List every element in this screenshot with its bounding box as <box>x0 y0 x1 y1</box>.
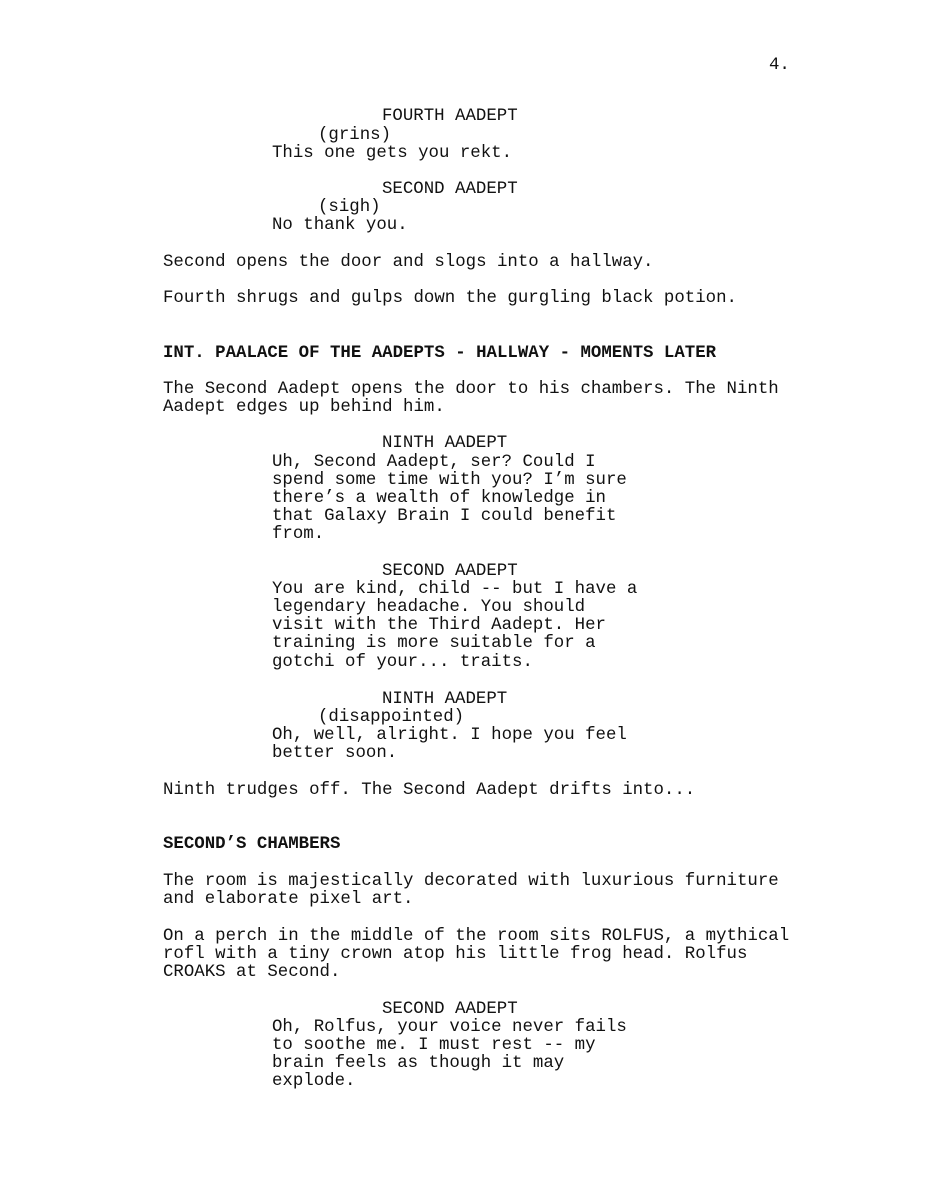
dialogue-line: training is more suitable for a <box>272 634 596 653</box>
character-cue: SECOND AADEPT <box>382 1000 518 1019</box>
dialogue-line: Oh, Rolfus, your voice never fails <box>272 1018 627 1037</box>
parenthetical: (disappointed) <box>318 708 465 727</box>
dialogue-line: to soothe me. I must rest -- my <box>272 1036 596 1055</box>
dialogue-line: Oh, well, alright. I hope you feel <box>272 726 627 745</box>
dialogue-line: explode. <box>272 1072 356 1091</box>
dialogue-line: No thank you. <box>272 216 408 235</box>
action-line: Fourth shrugs and gulps down the gurgling black potion. <box>163 289 737 308</box>
parenthetical: (sigh) <box>318 198 381 217</box>
action-line: Ninth trudges off. The Second Aadept drifts into... <box>163 781 696 800</box>
page-number: 4. <box>769 56 790 75</box>
dialogue-line: legendary headache. You should <box>272 598 586 617</box>
character-cue: NINTH AADEPT <box>382 434 508 453</box>
dialogue-line: visit with the Third Aadept. Her <box>272 616 606 635</box>
dialogue-line: brain feels as though it may <box>272 1054 565 1073</box>
scene-heading: SECOND’S CHAMBERS <box>163 835 341 854</box>
character-cue: SECOND AADEPT <box>382 180 518 199</box>
dialogue-line: This one gets you rekt. <box>272 144 513 163</box>
scene-heading: INT. PAALACE OF THE AADEPTS - HALLWAY - MOMENTS LATER <box>163 344 717 363</box>
action-line: On a perch in the middle of the room sits ROLFUS, a mythical <box>163 927 790 946</box>
dialogue-line: spend some time with you? I’m sure <box>272 471 627 490</box>
dialogue-line: Uh, Second Aadept, ser? Could I <box>272 453 596 472</box>
dialogue-line: better soon. <box>272 744 398 763</box>
dialogue-line: gotchi of your... traits. <box>272 653 533 672</box>
action-line: Second opens the door and slogs into a hallway. <box>163 253 654 272</box>
action-line: rofl with a tiny crown atop his little frog head. Rolfus <box>163 945 748 964</box>
character-cue: SECOND AADEPT <box>382 562 518 581</box>
action-line: Aadept edges up behind him. <box>163 398 445 417</box>
character-cue: NINTH AADEPT <box>382 690 508 709</box>
action-line: The room is majestically decorated with luxurious furniture <box>163 872 779 891</box>
action-line: CROAKS at Second. <box>163 963 341 982</box>
action-line: The Second Aadept opens the door to his chambers. The Ninth <box>163 380 779 399</box>
dialogue-line: there’s a wealth of knowledge in <box>272 489 606 508</box>
character-cue: FOURTH AADEPT <box>382 107 518 126</box>
dialogue-line: that Galaxy Brain I could benefit <box>272 507 617 526</box>
dialogue-line: You are kind, child -- but I have a <box>272 580 638 599</box>
action-line: and elaborate pixel art. <box>163 890 414 909</box>
parenthetical: (grins) <box>318 126 392 145</box>
dialogue-line: from. <box>272 525 325 544</box>
